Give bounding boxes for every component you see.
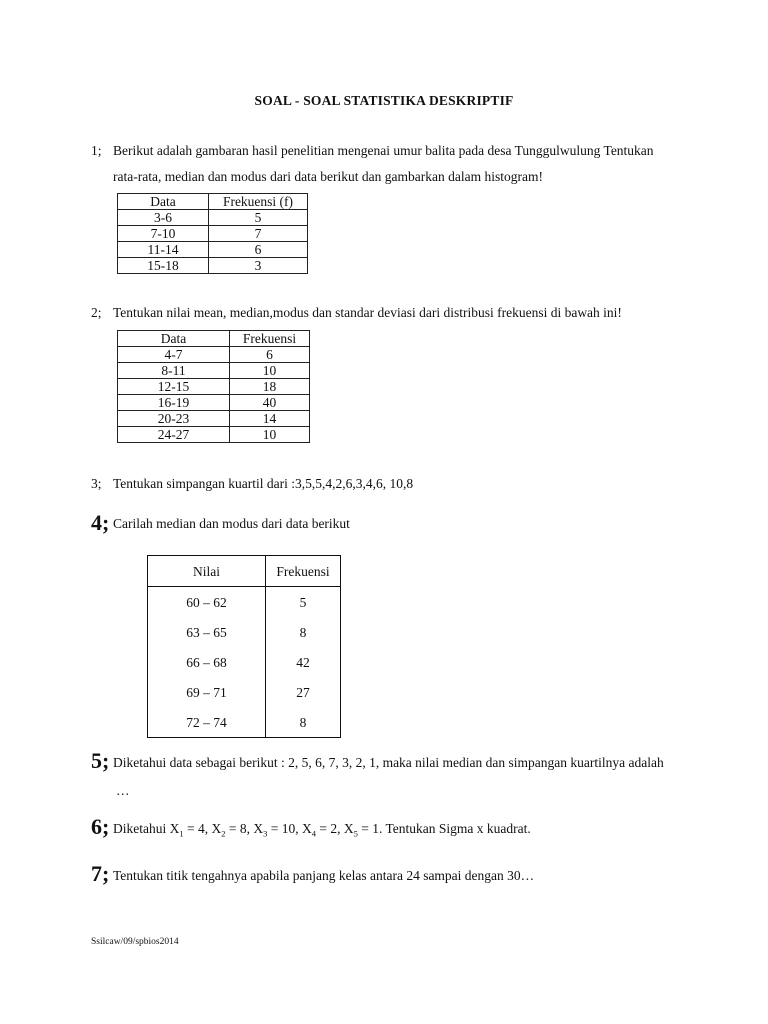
- table-cell: 8: [266, 707, 341, 738]
- table-header: Frekuensi: [266, 556, 341, 587]
- table-row: [118, 411, 310, 427]
- table-cell: 5: [209, 210, 308, 226]
- question-3-number: 3;: [91, 476, 102, 491]
- table-cell: 12-15: [118, 379, 230, 395]
- table-cell: 15-18: [118, 258, 209, 274]
- table-row: [148, 707, 341, 738]
- table-cell: 8-11: [118, 363, 230, 379]
- table-cell: 40: [230, 395, 310, 411]
- table-cell: 3-6: [118, 210, 209, 226]
- subscript: 1: [179, 828, 184, 839]
- table-cell: 5: [266, 587, 341, 618]
- table-cell: 3: [209, 258, 308, 274]
- table-cell: 24-27: [118, 427, 230, 443]
- table-cell: 4-7: [118, 347, 230, 363]
- table-cell: 10: [230, 427, 310, 443]
- question-4-number: 4;: [91, 510, 110, 535]
- footer-text: Ssilcaw/09/spbios2014: [91, 937, 179, 947]
- question-1-text-line1: Berikut adalah gambaran hasil penelitian mengenai umur balita pada desa Tunggulwulung Tentukan: [113, 143, 654, 158]
- question-5-number: 5;: [91, 748, 110, 773]
- question-6-part: = 4, X: [183, 821, 222, 836]
- table-header: Frekuensi: [230, 331, 310, 347]
- table-row: [118, 258, 308, 274]
- table-cell: 16-19: [118, 395, 230, 411]
- table-cell: 27: [266, 677, 341, 707]
- table-cell: 10: [230, 363, 310, 379]
- table-cell: 66 – 68: [148, 647, 266, 677]
- table-row: [118, 347, 310, 363]
- subscript: 5: [353, 828, 358, 839]
- question-6-prefix: Diketahui X: [113, 821, 180, 836]
- table-row: [148, 587, 341, 618]
- table-cell: 6: [209, 242, 308, 258]
- question-6-part: = 8, X: [225, 821, 264, 836]
- table-cell: 7-10: [118, 226, 209, 242]
- table-cell: 7: [209, 226, 308, 242]
- table-row: [118, 226, 308, 242]
- table-row: [148, 617, 341, 647]
- question-3-text: Tentukan simpangan kuartil dari :3,5,5,4,2,6,3,4,6, 10,8: [113, 476, 414, 491]
- subscript: 2: [221, 828, 226, 839]
- question-7-text: Tentukan titik tengahnya apabila panjang kelas antara 24 sampai dengan 30…: [113, 868, 535, 883]
- question-6-number: 6;: [91, 814, 110, 839]
- table-row: [118, 379, 310, 395]
- table-header: Data: [118, 194, 209, 210]
- table-cell: 20-23: [118, 411, 230, 427]
- table-header: Nilai: [148, 556, 266, 587]
- table-row: [118, 395, 310, 411]
- question-6-part: = 1. Tentukan Sigma x kuadrat.: [357, 821, 531, 836]
- question-1-table: [117, 193, 308, 274]
- page-title: SOAL - SOAL STATISTIKA DESKRIPTIF: [254, 93, 514, 108]
- table-cell: 72 – 74: [148, 707, 266, 738]
- table-cell: 42: [266, 647, 341, 677]
- table-row: [148, 647, 341, 677]
- table-cell: 60 – 62: [148, 587, 266, 618]
- question-4-text: Carilah median dan modus dari data berikut: [113, 516, 350, 531]
- question-5-text: Diketahui data sebagai berikut : 2, 5, 6, 7, 3, 2, 1, maka nilai median dan simpangan kuartilnya adalah: [113, 755, 664, 770]
- subscript: 4: [311, 828, 316, 839]
- table-cell: 18: [230, 379, 310, 395]
- table-cell: 8: [266, 617, 341, 647]
- subscript: 3: [263, 828, 268, 839]
- table-cell: 63 – 65: [148, 617, 266, 647]
- question-6-part: = 2, X: [316, 821, 354, 836]
- question-2-table: [117, 330, 310, 443]
- table-row: [118, 242, 308, 258]
- table-row: [148, 677, 341, 707]
- question-1-text-line2: rata-rata, median dan modus dari data berikut dan gambarkan dalam histogram!: [113, 169, 543, 184]
- table-cell: 11-14: [118, 242, 209, 258]
- table-row: [118, 427, 310, 443]
- question-2-text: Tentukan nilai mean, median,modus dan standar deviasi dari distribusi frekuensi di bawah ini!: [113, 305, 622, 320]
- question-2-number: 2;: [91, 305, 102, 320]
- question-7-number: 7;: [91, 861, 110, 886]
- table-header: Frekuensi (f): [209, 194, 308, 210]
- table-row: [118, 210, 308, 226]
- table-header: Data: [118, 331, 230, 347]
- table-row: [118, 363, 310, 379]
- question-1-number: 1;: [91, 143, 102, 158]
- question-4-table: [147, 555, 341, 738]
- question-5-continuation: …: [116, 783, 130, 798]
- table-cell: 69 – 71: [148, 677, 266, 707]
- table-cell: 14: [230, 411, 310, 427]
- question-6-text: [113, 821, 531, 839]
- question-6-part: = 10, X: [267, 821, 312, 836]
- table-cell: 6: [230, 347, 310, 363]
